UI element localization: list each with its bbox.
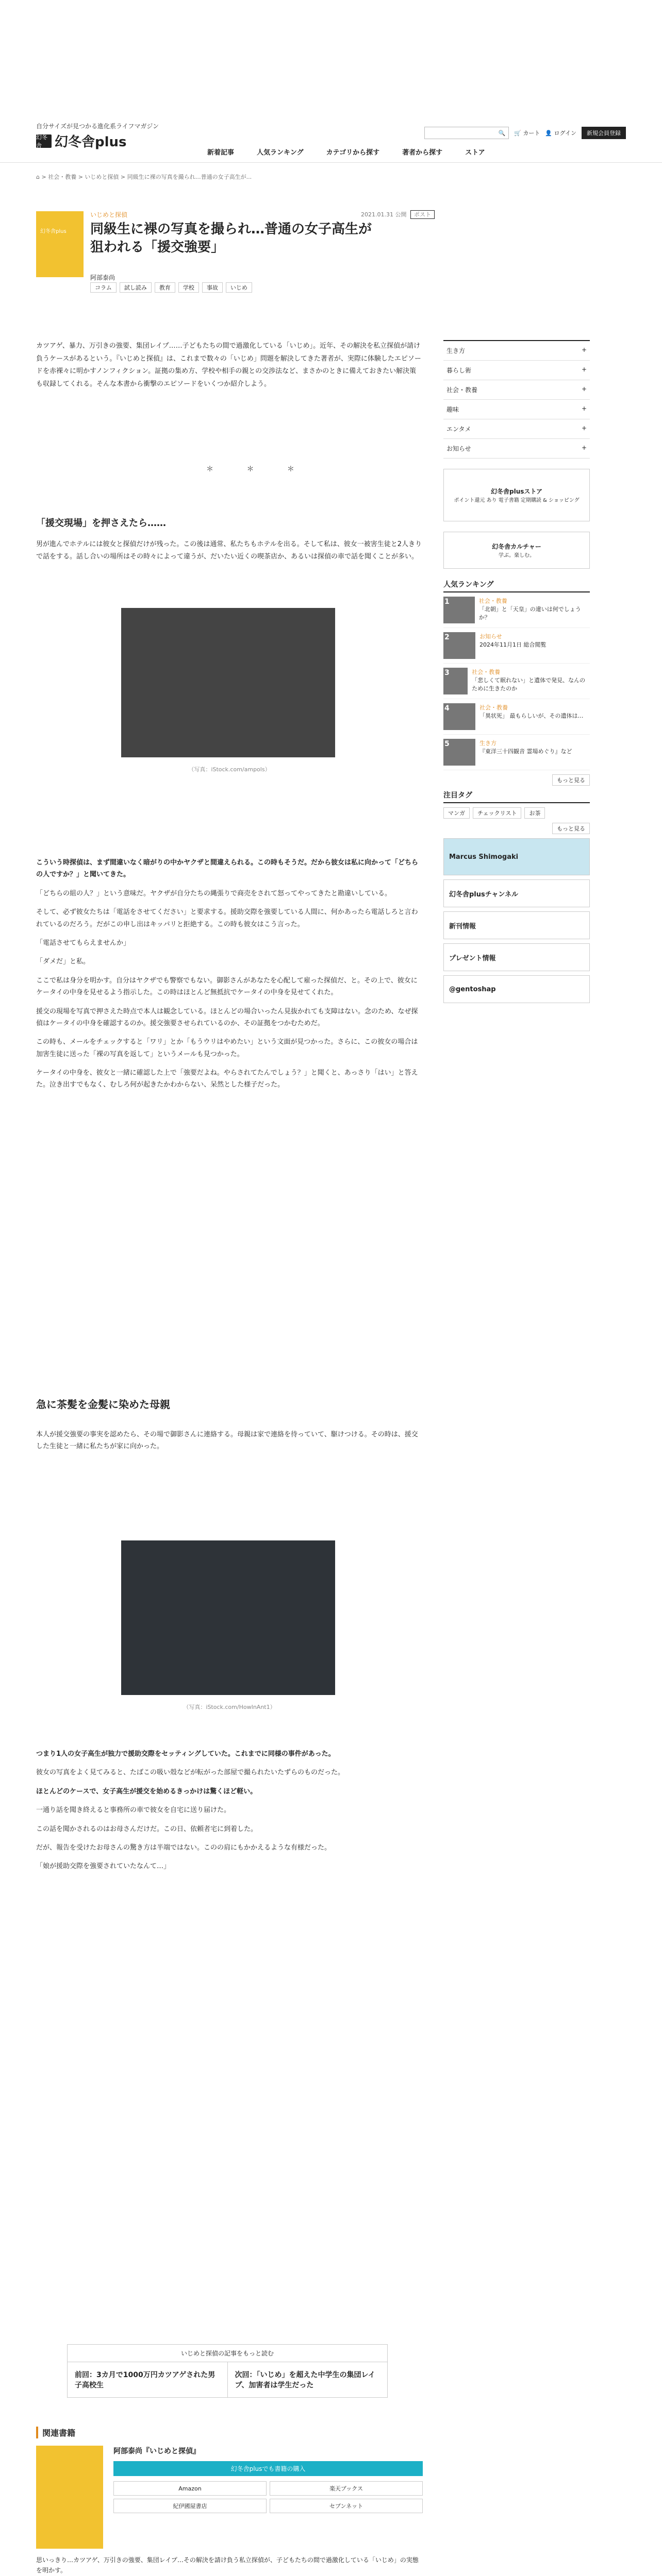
banner[interactable]: プレゼント情報 [443,943,590,971]
banner[interactable]: @gentoshap [443,975,590,1003]
breadcrumb-current: 同級生に裸の写真を撮られ…普通の女子高生が... [127,174,252,180]
paragraph: ケータイの中身を、彼女と一緒に確認した上で「強要だよね。やらされてたんでしょう？」と聞くと、あっさり「はい」と答えた。泣き出すでもなく、むしろ何が起きたかわからない、呆然とした様子だった。 [36,1069,418,1089]
site-tagline: 自分サイズが見つかる進化系ライフマガジン [36,123,159,130]
login-link[interactable]: 👤 ログイン [545,130,576,137]
shop-links [113,2499,423,2513]
tag[interactable]: いじめ [226,282,252,293]
paragraph: 本人が援交強要の事実を認めたら、その場で御影さんに連絡する。母親は家で連絡を待っていて、駆けつける。その時は、援交した生徒と一緒に私たちが家に向かった。 [36,1431,418,1451]
more-button[interactable]: もっと見る [552,823,590,834]
tags-title: 注目タグ [443,790,590,803]
tag[interactable]: チェックリスト [473,807,521,819]
logo-text: 幻冬舎plus [55,134,127,150]
tag[interactable]: 試し読み [120,282,152,293]
article-photo-1 [121,608,335,757]
tag[interactable]: 教育 [155,282,175,293]
ranking-item[interactable]: 5 生き方 『東洋三十四観音 霊場めぐり』など [443,735,590,770]
paragraph: この時も、メールをチェックすると「ワリ」とか「もうウリはやめたい」という文面が見つかった。さらに、この彼女の場合は加害生徒に送った「裸の写真を返して」というメールも見つかった。 [36,1038,418,1058]
ranking-title: 人気ランキング [443,579,590,592]
category-menu [443,340,590,459]
global-nav [196,147,496,157]
culture-ad[interactable]: 幻冬舎カルチャー 学ぶ。楽しむ。 [443,532,590,569]
banner-list [443,838,590,1003]
shop-7net[interactable]: セブンネット [270,2499,423,2513]
section-2-body-cont [36,1741,423,1879]
buy-button[interactable]: 幻冬舎plusでも書籍の購入 [113,2461,423,2476]
quote: 「ダメだ」と私。 [36,958,90,966]
nav-store[interactable]: ストア [465,149,485,157]
book-title[interactable]: 阿部泰尚『いじめと探偵』 [113,2447,200,2455]
ranking [443,579,590,784]
sidebar-item[interactable]: お知らせ + [443,439,590,459]
sidebar-item[interactable]: 生き方 + [443,341,590,361]
shop-links [113,2481,423,2496]
paragraph: 一通り話を聞き終えると事務所の車で彼女を自宅に送り届けた。 [36,1806,231,1815]
prev-article-link[interactable]: 前回：3カ月で1000万円カツアゲされた男子高校生 [75,2371,216,2389]
search-icon[interactable]: 🔍 [498,129,506,137]
nav-ranking[interactable]: 人気ランキング [257,149,304,157]
breadcrumb: ⌂ > 社会・教養 > いじめと探偵 > 同級生に裸の写真を撮られ…普通の女子高生が... [36,174,252,180]
tag[interactable]: 事故 [202,282,223,293]
section-1 [36,515,423,569]
paragraph: 男が進んでホテルには彼女と探偵だけが残った。この後は通常、私たちもホテルを出る。そして私は、彼女一被害生徒と2人きりで話をする。話し合いの場所はその時々によって違うが、だいたい近くの喫茶店か、あるいは探偵の車で話を聞くことが多い。 [36,540,422,561]
nav-category[interactable]: カテゴリから探す [326,149,380,157]
book-description: 思いっきり…カツアゲ、万引きの強要、集団レイプ…その解決を請け負う私立探偵が、子どもたちの間で過激化している「いじめ」の実態を明かす。 [36,2556,419,2574]
photo-1-caption: （写真：iStock.com/ampols） [188,766,271,773]
ranking-item[interactable]: 1 社会・教養 「北朝」と「天皇」の違いは何でしょうか？ [443,592,590,628]
ranking-item[interactable]: 2 お知らせ 2024年11月1日 総合閲覧 [443,628,590,664]
banner[interactable]: 幻冬舎plusチャンネル [443,879,590,907]
article-category[interactable]: いじめと探偵 [90,211,128,218]
article-lead: カツアゲ、暴力、万引きの強要、集団レイプ……子どもたちの間で過激化している「いじめ」。近年、その解決を私立探偵が請け負うケースがあるという。『いじめと探偵』は、これまで数々の「いじめ」問題を解決してきた著者が、実際に体験したエピソードを赤裸々に明かすノンフィクション。証拠の集め方、学校や相手の親との交渉法など、まさかのときに備えておきたい解決策も収録してくれる。そんな本書から衝撃のエピソードをいくつか紹介しよう。 [36,342,421,388]
nav-authors[interactable]: 著者から探す [402,149,443,157]
tag-box [443,790,590,832]
article-pager [67,2344,388,2398]
cart-link[interactable]: 🛒 カート [514,130,540,137]
paragraph: そして、必ず彼女たちは「電話をさせてください」と要求する。援助交際を強要している人間に、何かあったら電話しろと言われているのだろう。だがこの申し出はキッパリと拒絶する。この時も彼女はこう言った。 [36,908,418,928]
quote: 「娘が援助交際を強要されていたなんて…」 [36,1862,171,1871]
photo-2-caption: （写真：iStock.com/HowInAnt1） [183,1704,276,1710]
breadcrumb-item[interactable]: 社会・教養 [48,174,77,180]
sidebar-item[interactable]: エンタメ + [443,419,590,439]
store-ad[interactable]: 幻冬舎plusストア ポイント還元 あり 電子書籍 定期購読 & ショッピング [443,469,590,521]
home-icon[interactable]: ⌂ [36,174,40,180]
sidebar-item[interactable]: 社会・教養 + [443,380,590,400]
section-1-title: 「援交現場」を押さえたら…… [36,518,166,529]
ranking-item[interactable]: 4 社会・教養 「異状死」 最もらしいが、その遺体は… [443,699,590,735]
paragraph: 彼女の写真をよく見てみると、たばこの吸い殻などが転がった部屋で撮られたいたずらのものだった。 [36,1769,345,1777]
tag[interactable]: 学校 [178,282,199,293]
tag[interactable]: マンガ [443,807,470,819]
quote: 「電話させてもらえませんか」 [36,939,130,947]
section-2-body [36,1422,423,1460]
next-article-link[interactable]: 次回：「いじめ」を超えた中学生の集団レイプ、加害者は学生だった [227,2362,388,2397]
header-utility [424,127,626,139]
banner[interactable]: Marcus Shimogaki [443,838,590,875]
sidebar [443,340,590,1007]
paragraph: 「どちらの組の人？」という意味だ。ヤクザが自分たちの縄張りで商売をされて怒ってやってきたと勘違いしている。 [36,889,392,897]
site-logo[interactable] [36,131,127,150]
ranking-item[interactable]: 3 社会・教養 「悲しくて眠れない」と遺体で発見、なんのために生きたのか [443,664,590,699]
article-photo-2 [121,1540,335,1695]
logo-badge: 幻冬舎 [36,134,52,148]
sidebar-item[interactable]: 暮らし術 + [443,361,590,380]
more-button[interactable]: もっと見る [552,774,590,786]
register-button[interactable]: 新規会員登録 [582,127,626,139]
paragraph: こういう時探偵は、まず間違いなく暗がりの中かヤクザと間違えられる。この時もそうだ。だから彼女は私に向かって「どちらの人ですか？」と聞いてきた。 [36,859,419,879]
article-tags [90,282,252,293]
search-input[interactable] [424,127,509,139]
tag[interactable]: コラム [90,282,117,293]
paragraph: つまり1人の女子高生が独力で援助交際をセッティングしていた。これまでに同様の事件があった。 [36,1750,335,1758]
shop-rakuten[interactable]: 楽天ブックス [270,2481,423,2496]
sidebar-item[interactable]: 趣味 + [443,400,590,419]
article-date: 2021.01.31 公開 ポスト [361,210,435,218]
post-button[interactable]: ポスト [410,210,435,219]
section-2-title: 急に茶髪を金髪に染めた母親 [36,1398,170,1411]
pager-heading[interactable]: いじめと探偵の記事をもっと読む [68,2345,387,2362]
related-books [36,2427,423,2576]
shop-kinokuniya[interactable]: 紀伊國屋書店 [113,2499,267,2513]
paragraph: ほとんどのケースで、女子高生が援交を始めるきっかけは驚くほど軽い。 [36,1787,257,1795]
tag[interactable]: お茶 [524,807,545,819]
page-title: 同級生に裸の写真を撮られ…普通の女子高生が狙われる「援交強要」 [90,222,372,256]
paragraph: ここで私は身分を明かす。自分はヤクザでも警察でもない。御影さんがあなたを心配して雇った探偵だ、と。その上で、彼女にケータイの中身を見せるよう指示した。この時はほとんど無抵抗でケータイの中身を見せてくれた。 [36,976,418,997]
paragraph: この話を聞かされるのはお母さんだけだ。この日、依頼者宅に到着した。 [36,1825,258,1833]
breadcrumb-item[interactable]: いじめと探偵 [85,174,119,180]
shop-amazon[interactable]: Amazon [113,2481,267,2496]
banner[interactable]: 新刊情報 [443,911,590,939]
nav-new[interactable]: 新着記事 [207,149,235,157]
paragraph: だが、報告を受けたお母さんの驚き方は半端ではない。このの肩にもかかえるような有様だった。 [36,1843,332,1852]
article-author[interactable]: 阿部泰尚 [90,274,115,281]
book-cover[interactable] [36,2446,103,2549]
related-heading: 関連書籍 [36,2427,423,2438]
section-1-body [36,850,423,1098]
paragraph: 援交の現場を写真で押さえた時点で本人は観念している。ほとんどの場合いったん見抜かれても支障はない。念のため、なぜ探偵はケータイの中身を確認するのか。援交強要させられているのか、その証拠をつかむためだ。 [36,1007,418,1027]
divider-stars: ＊ ＊ ＊ [206,465,310,473]
series-cover[interactable] [36,211,84,277]
